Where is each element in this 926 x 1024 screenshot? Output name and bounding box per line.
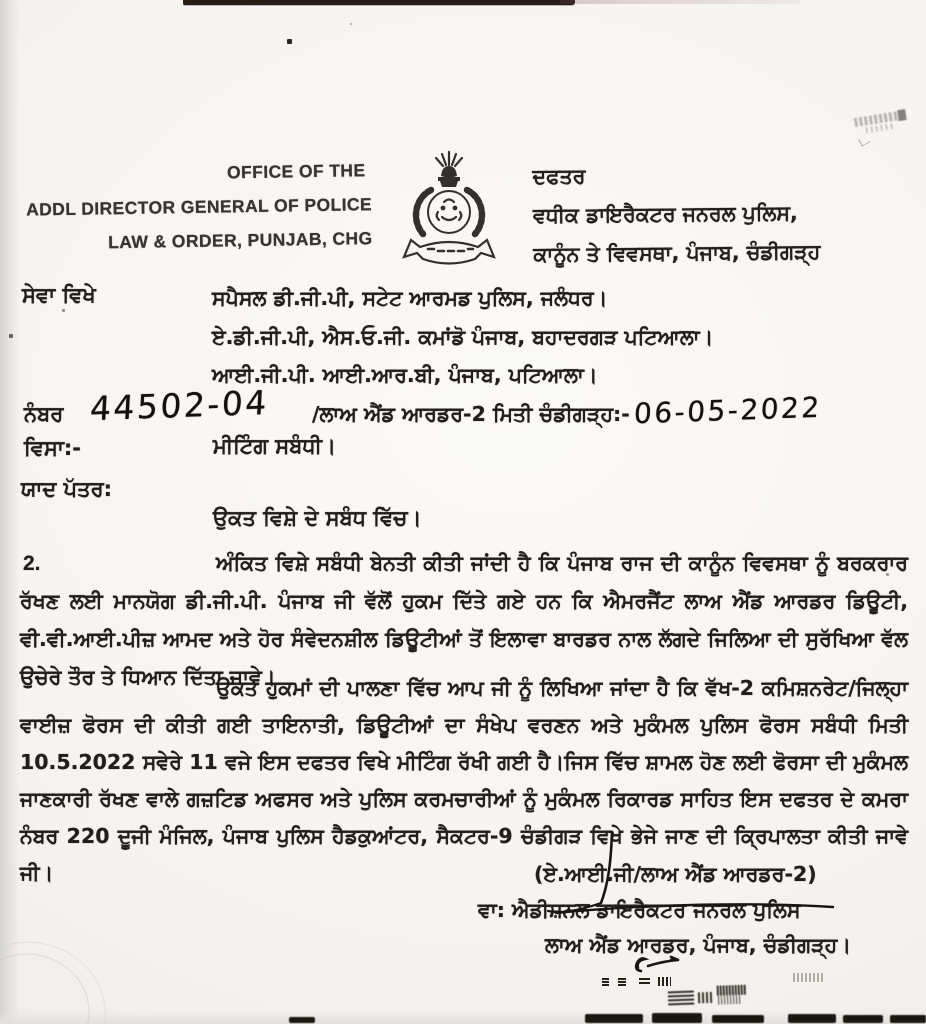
number-label: ਨੰਬਰ [24,402,64,426]
office-title-line-pa: ਵਧੀਕ ਡਾਇਰੈਕਟਰ ਜਨਰਲ ਪੁਲਿਸ, [532,200,798,228]
cutoff-text-fragment [788,1014,836,1023]
office-title-line: OFFICE OF THE [226,160,366,183]
handwritten-flourish-arrow [648,957,678,966]
addressee-line: ਏ.ਡੀ.ਜੀ.ਪੀ, ਐਸ.ਓ.ਜੀ. ਕਮਾਂਡੋ ਪੰਜਾਬ, ਬਹਾਦਰਗੜ ਪਟਿਆਲਾ। [212,324,714,349]
handwritten-letter-number: 44502-04 [89,382,270,429]
paragraph-3 [20,670,908,892]
faint-dotted-mark [793,973,825,982]
scan-edge-shadow-left [0,0,20,1024]
scan-smudge-bottom [668,985,751,1010]
cutoff-text-fragment [712,1015,764,1023]
signature-designation: (ਏ.ਆਈ.ਜੀ/ਲਾਅ ਐਂਡ ਆਰਡਰ-2) [534,862,817,886]
number-reference: /ਲਾਅ ਐਂਡ ਆਰਡਰ-2 ਮਿਤੀ ਚੰਡੀਗੜ੍ਹ:- [312,402,630,426]
handwritten-date: 06-05-2022 [633,390,823,431]
cutoff-text-fragment [843,1015,883,1023]
to-label: ਸੇਵਾ ਵਿਖੇ [22,283,96,307]
cutoff-text-fragment [585,1014,643,1023]
addressee-line: ਆਈ.ਜੀ.ਪੀ. ਆਈ.ਆਰ.ਬੀ, ਪੰਜਾਬ, ਪਟਿਆਲਾ। [212,363,598,387]
letterhead-punjabi [532,155,820,275]
cutoff-text-fragment [652,1013,702,1023]
scan-smudge-top-right [850,108,913,153]
paragraph-2-text: ਅੰਕਿਤ ਵਿਸ਼ੇ ਸਬੰਧੀ ਬੇਨਤੀ ਕੀਤੀ ਜਾਂਦੀ ਹੈ ਕਿ ਪੰਜਾਬ ਰਾਜ ਦੀ ਕਾਨੂੰਨ ਵਿਵਸਥਾ ਨੂੰ ਬਰਕਰਾਰ ਰੱਖਣ ਲਈ ਮਾਨਯੋਗ ਡੀ.ਜੀ.ਪੀ. ਪੰਜਾਬ ਜੀ ਵੱਲੋਂ ਹੁਕਮ ਦਿੱਤੇ ਗਏ ਹਨ ਕਿ ਐਮਰਜੈਂਟ ਲਾਅ ਐਂਡ ਆਰਡਰ ਡਿਊਟੀ, ਵੀ.ਵੀ.ਆਈ.ਪੀਜ਼ ਆਮਦ ਅਤੇ ਹੋਰ ਸੰਵੇਦਨਸ਼ੀਲ ਡਿਊਟੀਆਂ ਤੋਂ ਇਲਾਵਾ ਬਾਰਡਰ ਨਾਲ ਲੱਗਦੇ ਜਿਲਿਆ ਦੀ ਸੁਰੱਖਿਆ ਵੱਲ ਉਚੇਰੇ ਤੌਰ ਤੇ ਧਿਆਨ ਦਿੱਤਾ ਜਾਵੇ। [20,551,908,689]
letterhead-english [5,153,373,261]
scan-top-dark-strip [183,0,575,5]
scan-top-faint-strip [560,0,800,4]
scan-speck [62,309,65,312]
office-title-line-pa: ਕਾਨੂੰਨ ਤੇ ਵਿਵਸਥਾ, ਪੰਜਾਬ, ਚੰਡੀਗੜ੍ਹ [533,239,821,267]
office-title-line-pa: ਦਫਤਰ [532,163,586,189]
signature-for-officer: ਵਾ: ਐਡੀਸ਼ਨਲ ਡਾਇਰੈਕਟਰ ਜਨਰਲ ਪੁਲਿਸ [478,898,801,922]
scan-speck [9,334,13,338]
subject-value: ਮੀਟਿੰਗ ਸਬੰਧੀ। [213,434,337,458]
addressee-list [212,279,713,395]
cutoff-text-fragment [890,1015,926,1023]
addressee-line: ਸਪੈਸਲ ਡੀ.ਜੀ.ਪੀ, ਸਟੇਟ ਆਰਮਡ ਪੁਲਿਸ, ਜਲੰਧਰ। [212,286,608,310]
handwritten-flourish-5 [636,959,645,972]
punjab-police-crest-icon [391,148,507,272]
paragraph-2-number: 2. [23,552,41,575]
scan-speck [287,39,292,44]
paragraph-3-text: ਉਕਤ ਹੁਕਮਾਂ ਦੀ ਪਾਲਣਾ ਵਿੱਚ ਆਪ ਜੀ ਨੂੰ ਲਿਖਿਆ ਜਾਂਦਾ ਹੈ ਕਿ ਵੱਖ-2 ਕਮਿਸ਼ਨਰੇਟ/ਜਿਲ੍ਹਾ ਵਾਈਜ਼ ਫੋਰਸ ਦੀ ਕੀਤੀ ਗਈ ਤਾਇਨਾਤੀ, ਡਿਊਟੀਆਂ ਦਾ ਸੰਖੇਪ ਵਰਣਨ ਅਤੇ ਮੁਕੰਮਲ ਪੁਲਿਸ ਫੋਰਸ ਸਬੰਧੀ ਮਿਤੀ 10.5.2022 ਸਵੇਰੇ 11 ਵਜੇ ਇਸ ਦਫਤਰ ਵਿਖੇ ਮੀਟਿੰਗ ਰੱਖੀ ਗਈ ਹੈ।ਜਿਸ ਵਿੱਚ ਸ਼ਾਮਲ ਹੋਣ ਲਈ ਫੋਰਸਾ ਦੀ ਮੁਕੰਮਲ ਜਾਣਕਾਰੀ ਰੱਖਣ ਵਾਲੇ ਗਜ਼ਟਿਡ ਅਫਸਰ ਅਤੇ ਪੁਲਿਸ ਕਰਮਚਾਰੀਆਂ ਨੂੰ ਮੁਕੰਮਲ ਰਿਕਾਰਡ ਸਾਹਿਤ ਇਸ ਦਫਤਰ ਦੇ ਕਮਰਾ ਨੰਬਰ 220 ਦੂਜੀ ਮੰਜਿਲ, ਪੰਜਾਬ ਪੁਲਿਸ ਹੈਡਕੁਆਂਟਰ, ਸੈਕਟਰ-9 ਚੰਡੀਗੜ ਵਿਖੇ ਭੇਜੇ ਜਾਣ ਦੀ ਕ੍ਰਿਪਾਲਤਾ ਕੀਤੀ ਜਾਵੇ ਜੀ। [20,676,908,885]
signature-office-location: ਲਾਅ ਐਂਡ ਆਰਡਰ, ਪੰਜਾਬ, ਚੰਡੀਗੜ੍ਹ। [545,933,852,957]
office-title-line: ADDL DIRECTOR GENERAL OF POLICE [25,194,373,220]
office-title-line: LAW & ORDER, PUNJAB, CHG [108,228,373,253]
scan-speck [350,23,352,25]
cutoff-text-fragment [289,1017,315,1023]
subject-label: ਵਿਸਾ:- [24,436,82,460]
memo-label: ਯਾਦ ਪੱਤਰ: [21,477,113,501]
reference-line: ਉਕਤ ਵਿਸ਼ੇ ਦੇ ਸਬੰਧ ਵਿੱਚ। [213,506,422,530]
letter-number-row [24,382,904,438]
